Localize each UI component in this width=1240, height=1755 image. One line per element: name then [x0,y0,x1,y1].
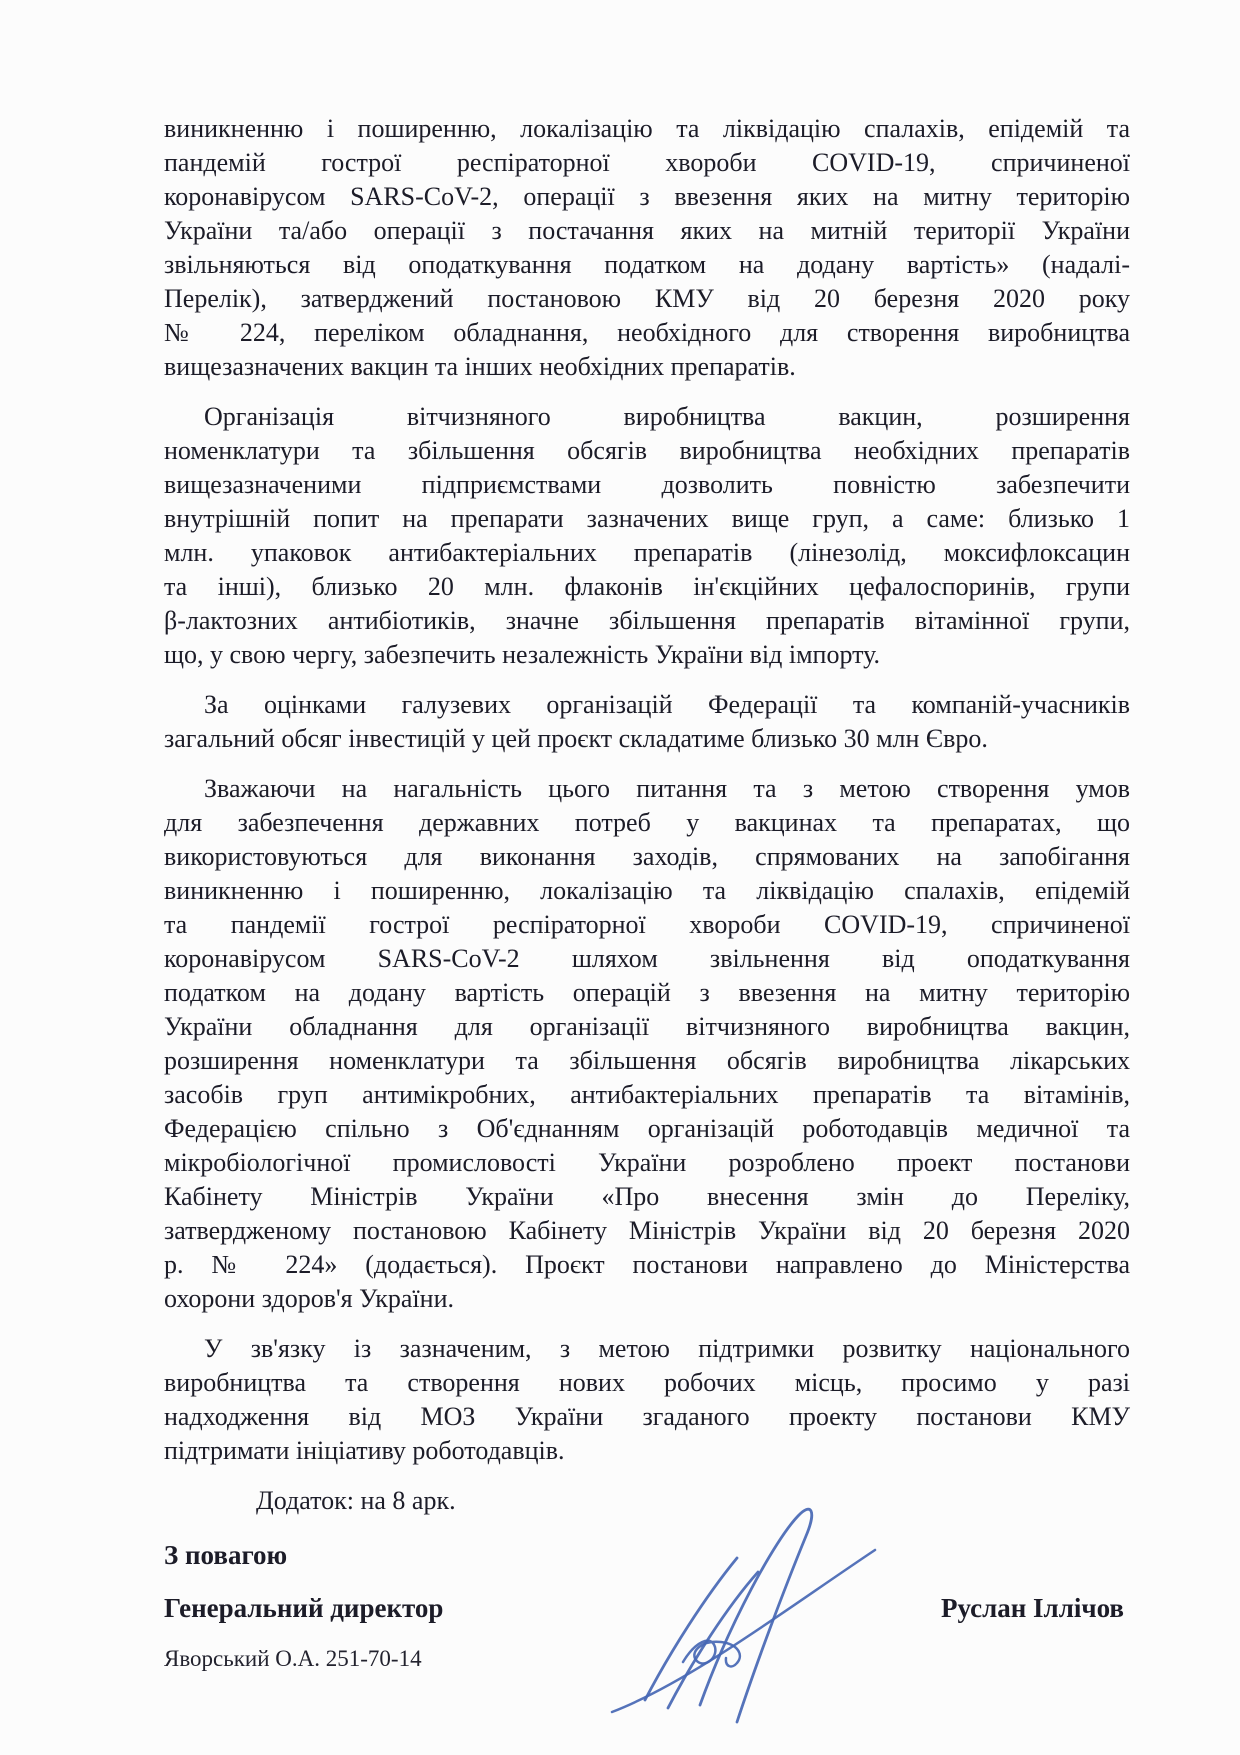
document-line: звільняються від оподаткування податком на додану вартість» (надалі- [164,250,1130,279]
letter-content [164,112,1130,1674]
document-line: вищезазначеними підприємствами дозволить повністю забезпечити [164,470,1130,499]
document-line: За оцінками галузевих організацій Федерації та компаній-учасників [204,690,1130,719]
document-line: охорони здоров'я України. [164,1284,454,1313]
document-line: β-лактозних антибіотиків, значне збільшення препаратів вітамінної групи, [164,606,1130,635]
document-line: Кабінету Міністрів України «Про внесення змін до Переліку, [164,1182,1130,1211]
document-line: розширення номенклатури та збільшення обсягів виробництва лікарських [164,1046,1130,1075]
document-line: засобів груп антимікробних, антибактеріальних препаратів та вітамінів, [164,1080,1130,1109]
attachment-note: Додаток: на 8 арк. [256,1486,456,1515]
document-line: р. № 224» (додається). Проєкт постанови направлено до Міністерства [164,1250,1130,1279]
document-line: Зважаючи на нагальність цього питання та з метою створення умов [204,774,1130,803]
paragraph [164,688,1130,756]
document-line: внутрішній попит на препарати зазначених вище груп, а саме: близько 1 [164,504,1130,533]
document-line: коронавірусом SARS-CoV-2, операції з ввезення яких на митну територію [164,182,1130,211]
document-line: мікробіологічної промисловості України розроблено проект постанови [164,1148,1130,1177]
document-line: для забезпечення державних потреб у вакцинах та препаратах, що [164,808,1130,837]
signer-row [164,1591,1130,1625]
document-line: використовуються для виконання заходів, спрямованих на запобігання [164,842,1130,871]
document-line: загальний обсяг інвестицій у цей проєкт складатиме близько 30 млн Євро. [164,724,988,753]
document-line: пандемій гострої респіраторної хвороби COVID-19, спричиненої [164,148,1130,177]
document-line: млн. упаковок антибактеріальних препаратів (лінезолід, моксифлоксацин [164,538,1130,567]
closing-salutation: З повагою [164,1540,288,1570]
document-line: Організація вітчизняного виробництва вакцин, розширення [204,402,1130,431]
document-line: виникненню і поширенню, локалізацію та ліквідацію спалахів, епідемій та [164,114,1130,143]
paragraph [164,772,1130,1316]
document-line: У зв'язку із зазначеним, з метою підтримки розвитку національного [204,1334,1130,1363]
document-line: Федерацією спільно з Об'єднанням організацій роботодавців медичної та [164,1114,1130,1143]
document-line: коронавірусом SARS-CoV-2 шляхом звільнення від оподаткування [164,944,1130,973]
document-line: Перелік), затверджений постановою КМУ від 20 березня 2020 року [164,284,1130,313]
document-line: України обладнання для організації вітчизняного виробництва вакцин, [164,1012,1130,1041]
document-line: надходження від МОЗ України згаданого проекту постанови КМУ [164,1402,1130,1431]
document-line: виробництва та створення нових робочих місць, просимо у разі [164,1368,1130,1397]
letter-body [164,112,1130,1468]
document-line: та пандемії гострої респіраторної хвороби COVID-19, спричиненої [164,910,1130,939]
document-line: підтримати ініціативу роботодавців. [164,1436,565,1465]
document-line: України та/або операції з постачання яких на митній території України [164,216,1130,245]
document-line: що, у свою чергу, забезпечить незалежність України від імпорту. [164,640,881,669]
signer-title: Генеральний директор [164,1593,444,1623]
document-line: та інші), близько 20 млн. флаконів ін'єкційних цефалоспоринів, групи [164,572,1130,601]
paragraph [164,112,1130,384]
signer-name: Руслан Іллічов [940,1593,1124,1623]
document-line: податком на додану вартість операцій з ввезення на митну територію [164,978,1130,1007]
document-line: виникненню і поширенню, локалізацію та ліквідацію спалахів, епідемій [164,876,1130,905]
document-line: № 224, переліком обладнання, необхідного для створення виробництва [164,318,1130,347]
document-line: затвердженому постановою Кабінету Міністрів України від 20 березня 2020 [164,1216,1130,1245]
document-line: номенклатури та збільшення обсягів виробництва необхідних препаратів [164,436,1130,465]
document-line: вищезазначених вакцин та інших необхідних препаратів. [164,352,796,381]
paragraph [164,1332,1130,1468]
executor-note: Яворський О.А. 251-70-14 [164,1646,422,1671]
paragraph [164,400,1130,672]
